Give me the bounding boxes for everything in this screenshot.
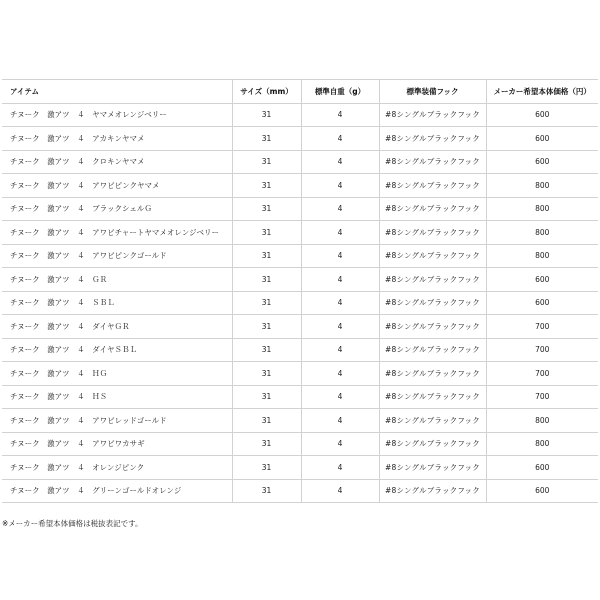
cell-hook: #8シングルブラックフック [379,385,486,409]
table-row [2,103,598,127]
cell-hook: #8シングルブラックフック [379,103,486,127]
cell-size: 31 [232,197,301,221]
table-row [2,362,598,386]
table-body [2,103,598,503]
cell-price: 600 [486,127,598,151]
cell-item-name: チヌーク 激アツ ４ ヤマメオレンジベリー [2,103,232,127]
cell-price: 600 [486,103,598,127]
cell-price: 800 [486,432,598,456]
cell-hook: #8シングルブラックフック [379,362,486,386]
cell-size: 31 [232,174,301,198]
cell-item-name: チヌーク 激アツ ４ アワビピンクゴールド [2,244,232,268]
cell-weight: 4 [301,315,379,339]
cell-size: 31 [232,432,301,456]
cell-item-name: チヌーク 激アツ ４ アワビワカサギ [2,432,232,456]
cell-size: 31 [232,127,301,151]
cell-hook: #8シングルブラックフック [379,432,486,456]
table-row [2,385,598,409]
cell-price: 600 [486,291,598,315]
table-row [2,244,598,268]
cell-price: 800 [486,197,598,221]
cell-hook: #8シングルブラックフック [379,174,486,198]
cell-price: 700 [486,385,598,409]
cell-item-name: チヌーク 激アツ ４ アワビレッドゴールド [2,409,232,433]
cell-hook: #8シングルブラックフック [379,456,486,480]
table-row [2,456,598,480]
cell-weight: 4 [301,432,379,456]
cell-item-name: チヌーク 激アツ ４ アワビチャートヤマメオレンジベリー [2,221,232,245]
cell-price: 700 [486,315,598,339]
cell-hook: #8シングルブラックフック [379,338,486,362]
cell-weight: 4 [301,362,379,386]
cell-size: 31 [232,479,301,503]
cell-size: 31 [232,221,301,245]
cell-price: 800 [486,221,598,245]
cell-weight: 4 [301,244,379,268]
cell-weight: 4 [301,456,379,480]
cell-item-name: チヌーク 激アツ ４ ＨＧ [2,362,232,386]
cell-item-name: チヌーク 激アツ ４ ＧＲ [2,268,232,292]
cell-weight: 4 [301,197,379,221]
cell-size: 31 [232,244,301,268]
cell-price: 800 [486,174,598,198]
cell-price: 700 [486,362,598,386]
cell-price: 600 [486,268,598,292]
header-item: アイテム [2,80,232,104]
cell-item-name: チヌーク 激アツ ４ ＳＢＬ [2,291,232,315]
table-row [2,432,598,456]
table-row [2,268,598,292]
cell-size: 31 [232,385,301,409]
cell-item-name: チヌーク 激アツ ４ クロキンヤマメ [2,150,232,174]
table-row [2,338,598,362]
table-row [2,479,598,503]
cell-item-name: チヌーク 激アツ ４ ＨＳ [2,385,232,409]
header-hook: 標準装備フック [379,80,486,104]
cell-item-name: チヌーク 激アツ ４ ダイヤＧＲ [2,315,232,339]
cell-hook: #8シングルブラックフック [379,197,486,221]
cell-hook: #8シングルブラックフック [379,315,486,339]
header-price: メーカー希望本体価格（円） [486,80,598,104]
cell-size: 31 [232,150,301,174]
cell-weight: 4 [301,150,379,174]
cell-price: 700 [486,338,598,362]
table-row [2,174,598,198]
header-weight: 標準自重（g） [301,80,379,104]
cell-hook: #8シングルブラックフック [379,268,486,292]
cell-size: 31 [232,291,301,315]
cell-weight: 4 [301,268,379,292]
cell-size: 31 [232,338,301,362]
table-row [2,315,598,339]
cell-size: 31 [232,456,301,480]
cell-item-name: チヌーク 激アツ ４ アワビピンクヤマメ [2,174,232,198]
cell-price: 800 [486,244,598,268]
cell-item-name: チヌーク 激アツ ４ オレンジピンク [2,456,232,480]
cell-size: 31 [232,362,301,386]
product-spec-table [2,79,598,503]
cell-price: 600 [486,479,598,503]
cell-weight: 4 [301,409,379,433]
tax-footnote: ※メーカー希望本体価格は税抜表記です。 [2,519,143,528]
cell-hook: #8シングルブラックフック [379,221,486,245]
cell-item-name: チヌーク 激アツ ４ グリーンゴールドオレンジ [2,479,232,503]
cell-hook: #8シングルブラックフック [379,127,486,151]
cell-item-name: チヌーク 激アツ ４ ダイヤＳＢＬ [2,338,232,362]
cell-item-name: チヌーク 激アツ ４ アカキンヤマメ [2,127,232,151]
cell-weight: 4 [301,291,379,315]
cell-weight: 4 [301,479,379,503]
table-row [2,221,598,245]
cell-size: 31 [232,315,301,339]
table-row [2,409,598,433]
table-row [2,150,598,174]
cell-item-name: チヌーク 激アツ ４ ブラックシェルＧ [2,197,232,221]
cell-price: 600 [486,150,598,174]
cell-weight: 4 [301,127,379,151]
cell-price: 800 [486,409,598,433]
cell-weight: 4 [301,103,379,127]
cell-hook: #8シングルブラックフック [379,150,486,174]
cell-size: 31 [232,268,301,292]
cell-weight: 4 [301,385,379,409]
cell-hook: #8シングルブラックフック [379,479,486,503]
cell-hook: #8シングルブラックフック [379,409,486,433]
cell-size: 31 [232,103,301,127]
table-row [2,291,598,315]
cell-weight: 4 [301,221,379,245]
header-size: サイズ（mm） [232,80,301,104]
cell-hook: #8シングルブラックフック [379,244,486,268]
cell-weight: 4 [301,174,379,198]
cell-size: 31 [232,409,301,433]
table-row [2,127,598,151]
cell-weight: 4 [301,338,379,362]
table-row [2,197,598,221]
cell-price: 600 [486,456,598,480]
table-header-row [2,80,598,104]
cell-hook: #8シングルブラックフック [379,291,486,315]
